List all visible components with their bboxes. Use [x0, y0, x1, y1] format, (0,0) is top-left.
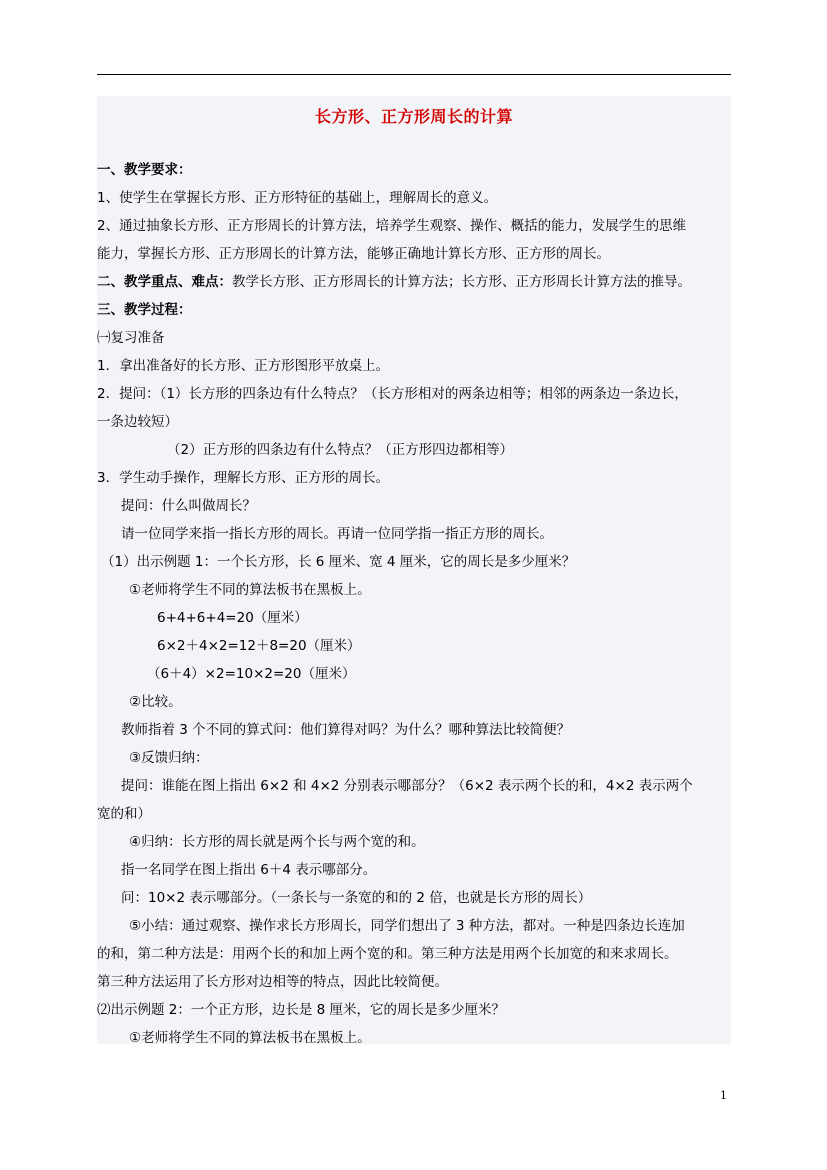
- paragraph-line: 2．提问：（1）长方形的四条边有什么特点？（长方形相对的两条边相等；相邻的两条边一条边长，: [97, 386, 688, 402]
- paragraph-line: ②比较。: [129, 694, 182, 710]
- paragraph-line: ㈠复习准备: [97, 330, 165, 346]
- formula-line: 6+4+6+4=20（厘米）: [157, 610, 308, 626]
- paragraph-line: 2、通过抽象长方形、正方形周长的计算方法，培养学生观察、操作、概括的能力，发展学生的思维: [97, 218, 687, 234]
- paragraph-line: 第三种方法运用了长方形对边相等的特点，因此比较简便。: [97, 974, 448, 990]
- page-number: 1: [720, 1089, 727, 1102]
- paragraph-line: ④归纳：长方形的周长就是两个长与两个宽的和。: [129, 834, 425, 850]
- paragraph-line: ①老师将学生不同的算法板书在黑板上。: [129, 582, 371, 598]
- paragraph-line: 教师指着 3 个不同的算式问：他们算得对吗？为什么？哪种算法比较简便？: [121, 722, 571, 738]
- key-points-text: 教学长方形、正方形周长的计算方法；长方形、正方形周长计算方法的推导。: [232, 274, 691, 290]
- paragraph-line-key-points: [97, 274, 691, 291]
- section-heading-process: 三、教学过程：: [97, 302, 192, 318]
- paragraph-line: 提问：什么叫做周长？: [121, 498, 256, 514]
- section-heading-requirements: 一、教学要求：: [97, 162, 192, 178]
- paragraph-line: 能力，掌握长方形、正方形周长的计算方法，能够正确地计算长方形、正方形的周长。: [97, 246, 610, 262]
- document-body: [97, 96, 731, 1044]
- paragraph-line: 1．拿出准备好的长方形、正方形图形平放桌上。: [97, 358, 390, 374]
- paragraph-line: ⑵出示例题 2：一个正方形，边长是 8 厘米，它的周长是多少厘米？: [97, 1002, 506, 1018]
- paragraph-line: ⑤小结：通过观察、操作求长方形周长，同学们想出了 3 种方法，都对。一种是四条边长连加: [129, 918, 685, 934]
- formula-line: （6＋4）×2=10×2=20（厘米）: [147, 666, 356, 682]
- paragraph-line: （1）出示例题 1：一个长方形，长 6 厘米、宽 4 厘米，它的周长是多少厘米？: [101, 554, 576, 570]
- document-title: 长方形、正方形周长的计算: [314, 107, 513, 126]
- paragraph-line: 1、使学生在掌握长方形、正方形特征的基础上，理解周长的意义。: [97, 190, 498, 206]
- section-heading-key-points: 二、教学重点、难点：: [97, 274, 232, 290]
- paragraph-line: 请一位同学来指一指长方形的周长。再请一位同学指一指正方形的周长。: [121, 526, 553, 542]
- paragraph-line: 3．学生动手操作，理解长方形、正方形的周长。: [97, 470, 390, 486]
- paragraph-line: 问：10×2 表示哪部分。（一条长与一条宽的和的 2 倍，也就是长方形的周长）: [121, 890, 592, 906]
- paragraph-line: ①老师将学生不同的算法板书在黑板上。: [129, 1030, 371, 1046]
- paragraph-line: 指一名同学在图上指出 6＋4 表示哪部分。: [121, 862, 377, 878]
- paragraph-line: 的和，第二种方法是：用两个长的和加上两个宽的和。第三种方法是用两个长加宽的和来求周长。: [97, 946, 678, 962]
- formula-line: 6×2＋4×2=12＋8=20（厘米）: [157, 638, 361, 654]
- paragraph-line: （2）正方形的四条边有什么特点？（正方形四边都相等）: [167, 442, 514, 458]
- paragraph-line: ③反馈归纳：: [129, 750, 209, 766]
- paragraph-line: 提问：谁能在图上指出 6×2 和 4×2 分别表示哪部分？（6×2 表示两个长的和，4×2 表示两个: [121, 778, 693, 794]
- header-rule: [97, 74, 731, 75]
- paragraph-line: 一条边较短）: [97, 414, 178, 430]
- paragraph-line: 宽的和）: [97, 806, 151, 822]
